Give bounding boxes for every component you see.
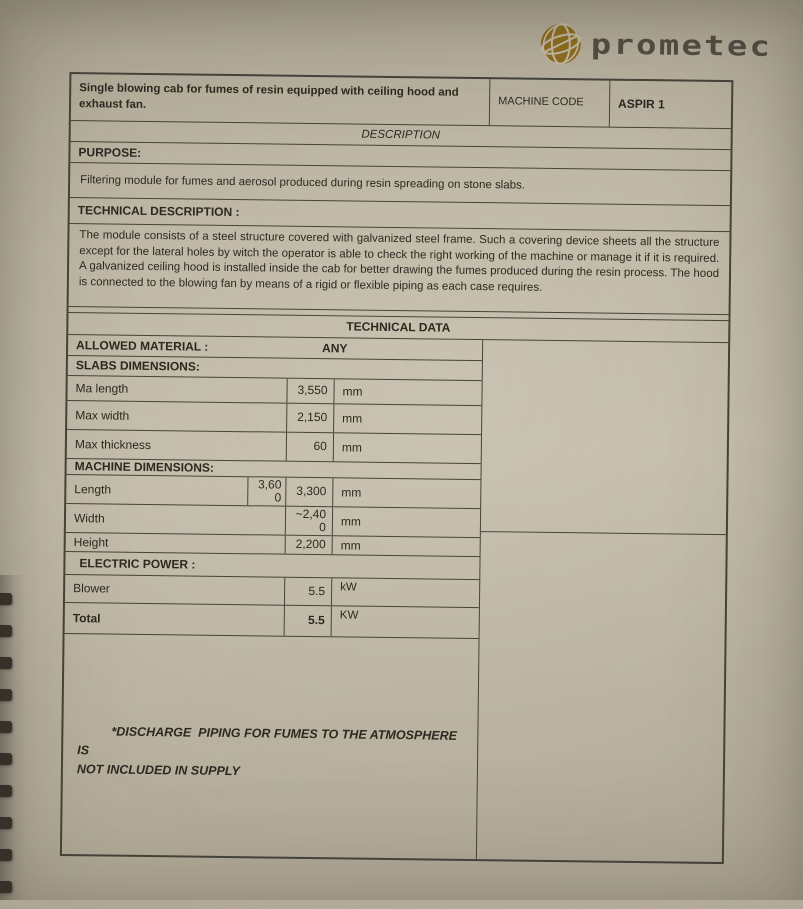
row-unit: mm	[342, 383, 363, 399]
purpose-text: Filtering module for fumes and aerosol produced during resin spreading on stone slabs.	[70, 163, 730, 206]
row-label: Length	[66, 475, 248, 505]
row-extra-value: 3,60 0	[248, 477, 286, 505]
description-section-header: DESCRIPTION	[71, 121, 731, 150]
technical-data-body	[62, 335, 728, 862]
row-label: Ma length	[67, 376, 287, 403]
technical-data-right-column	[477, 340, 728, 862]
row-label: Total	[65, 603, 285, 636]
empty-cell-bottom	[477, 532, 726, 862]
note-area	[62, 634, 479, 859]
header-row	[71, 74, 732, 129]
row-label: Width	[66, 504, 286, 535]
row-value: 3,300	[286, 478, 333, 507]
row-label: Height	[66, 533, 286, 554]
machine-code-label: MACHINE CODE	[490, 79, 611, 126]
row-unit: KW	[339, 609, 359, 622]
row-label: Max thickness	[67, 430, 287, 461]
supply-note-text: *DISCHARGE PIPING FOR FUMES TO THE ATMOSPHERE IS NOT INCLUDED IN SUPPLY	[76, 724, 461, 778]
company-logo	[538, 21, 773, 70]
purpose-header: PURPOSE:	[70, 142, 730, 171]
row-value: 60	[287, 433, 334, 462]
row-value: 2,150	[287, 404, 334, 433]
technical-data-left-column	[62, 335, 483, 859]
row-unit: mm	[342, 410, 363, 426]
empty-cell-top	[481, 340, 728, 535]
row-value: 5.5	[285, 606, 332, 637]
slabs-dimensions-header: SLABS DIMENSIONS:	[68, 356, 482, 381]
globe-icon	[538, 21, 585, 68]
row-value: ~2,40 0	[286, 507, 333, 536]
row-unit: mm	[340, 537, 361, 553]
machine-dimensions-header: MACHINE DIMENSIONS:	[67, 459, 481, 480]
row-unit: mm	[341, 439, 362, 455]
row-label: Blower	[65, 575, 285, 605]
row-unit: mm	[341, 484, 362, 500]
row-unit: kW	[340, 581, 357, 594]
technical-description-text: The module consists of a steel structure covered with galvanized steel frame. Such a covering device sheets all the structure except for the lateral holes by witch the operator is able to check the right working of the machine or manage it if it is required. A galvanized ceiling hood is installed inside the cab for better drawing the fumes produced during the resin process. The hood is connected to the blowing fan by means of a rigid or flexible piping as each case requires.	[69, 224, 730, 315]
technical-data-header: TECHNICAL DATA	[68, 313, 728, 343]
row-value: 5.5	[285, 578, 332, 606]
datasheet-table	[60, 72, 734, 864]
row-value: 2,200	[286, 536, 333, 555]
allowed-material-label: ALLOWED MATERIAL :	[76, 337, 209, 354]
logo-wordmark: prometec	[590, 28, 773, 63]
doc-title: Single blowing cab for fumes of resin equipped with ceiling hood and exhaust fan.	[71, 74, 491, 125]
row-label: Max width	[67, 401, 287, 432]
machine-code-value: ASPIR 1	[618, 96, 665, 111]
row-value: 3,550	[287, 379, 334, 404]
row-unit: mm	[340, 513, 362, 529]
electric-power-header: ELECTRIC POWER :	[65, 552, 479, 580]
table-row-total	[65, 603, 479, 639]
technical-description-header: TECHNICAL DESCRIPTION :	[70, 198, 730, 232]
allowed-material-value: ANY	[322, 340, 348, 355]
